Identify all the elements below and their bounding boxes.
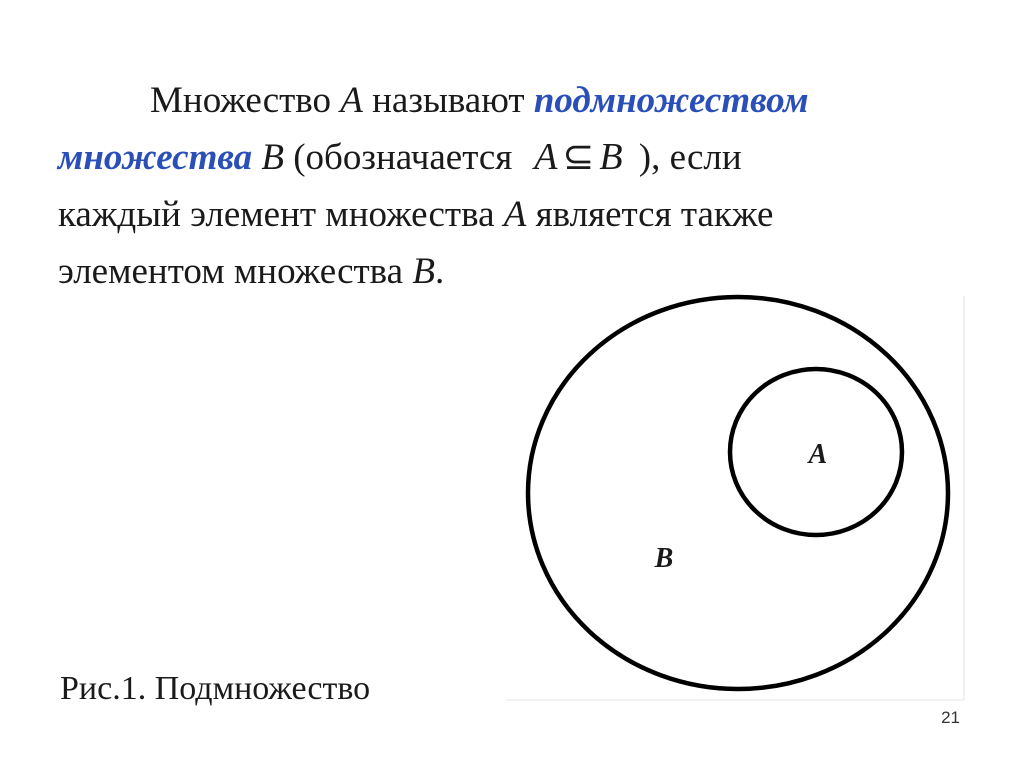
set-a-symbol: A (340, 80, 363, 121)
text-fragment: . (434, 251, 445, 292)
text-fragment: называют (362, 80, 534, 121)
venn-diagram (500, 290, 970, 705)
venn-diagram-svg (500, 290, 970, 705)
definition-line-1 (58, 72, 978, 129)
set-b-symbol: B (261, 137, 284, 178)
text-fragment: (обозначается (283, 137, 513, 178)
figure-caption: Рис.1. Подмножество (60, 670, 371, 707)
text-fragment: является также (526, 194, 774, 235)
subset-symbol: ⊆ (562, 136, 596, 178)
text-fragment: элементом множества (58, 251, 413, 292)
formula-set-b: B (599, 136, 624, 178)
text-fragment: каждый элемент множества (58, 194, 504, 235)
set-a-symbol: A (503, 194, 527, 235)
set-a-label: A (808, 439, 828, 470)
subset-formula (534, 129, 623, 186)
set-b-label: B (654, 543, 674, 574)
definition-line-2 (58, 129, 978, 186)
definition-text (58, 72, 978, 300)
set-b-circle (528, 297, 948, 689)
term-of-set: множества (58, 137, 253, 178)
page-number: 21 (941, 708, 960, 727)
term-subset: подмножеством (533, 80, 809, 121)
text-fragment: ), если (629, 137, 742, 178)
text-fragment: Множество (150, 80, 341, 121)
definition-line-3 (58, 186, 978, 243)
formula-set-a: A (534, 136, 559, 178)
set-b-symbol: B (412, 251, 435, 292)
